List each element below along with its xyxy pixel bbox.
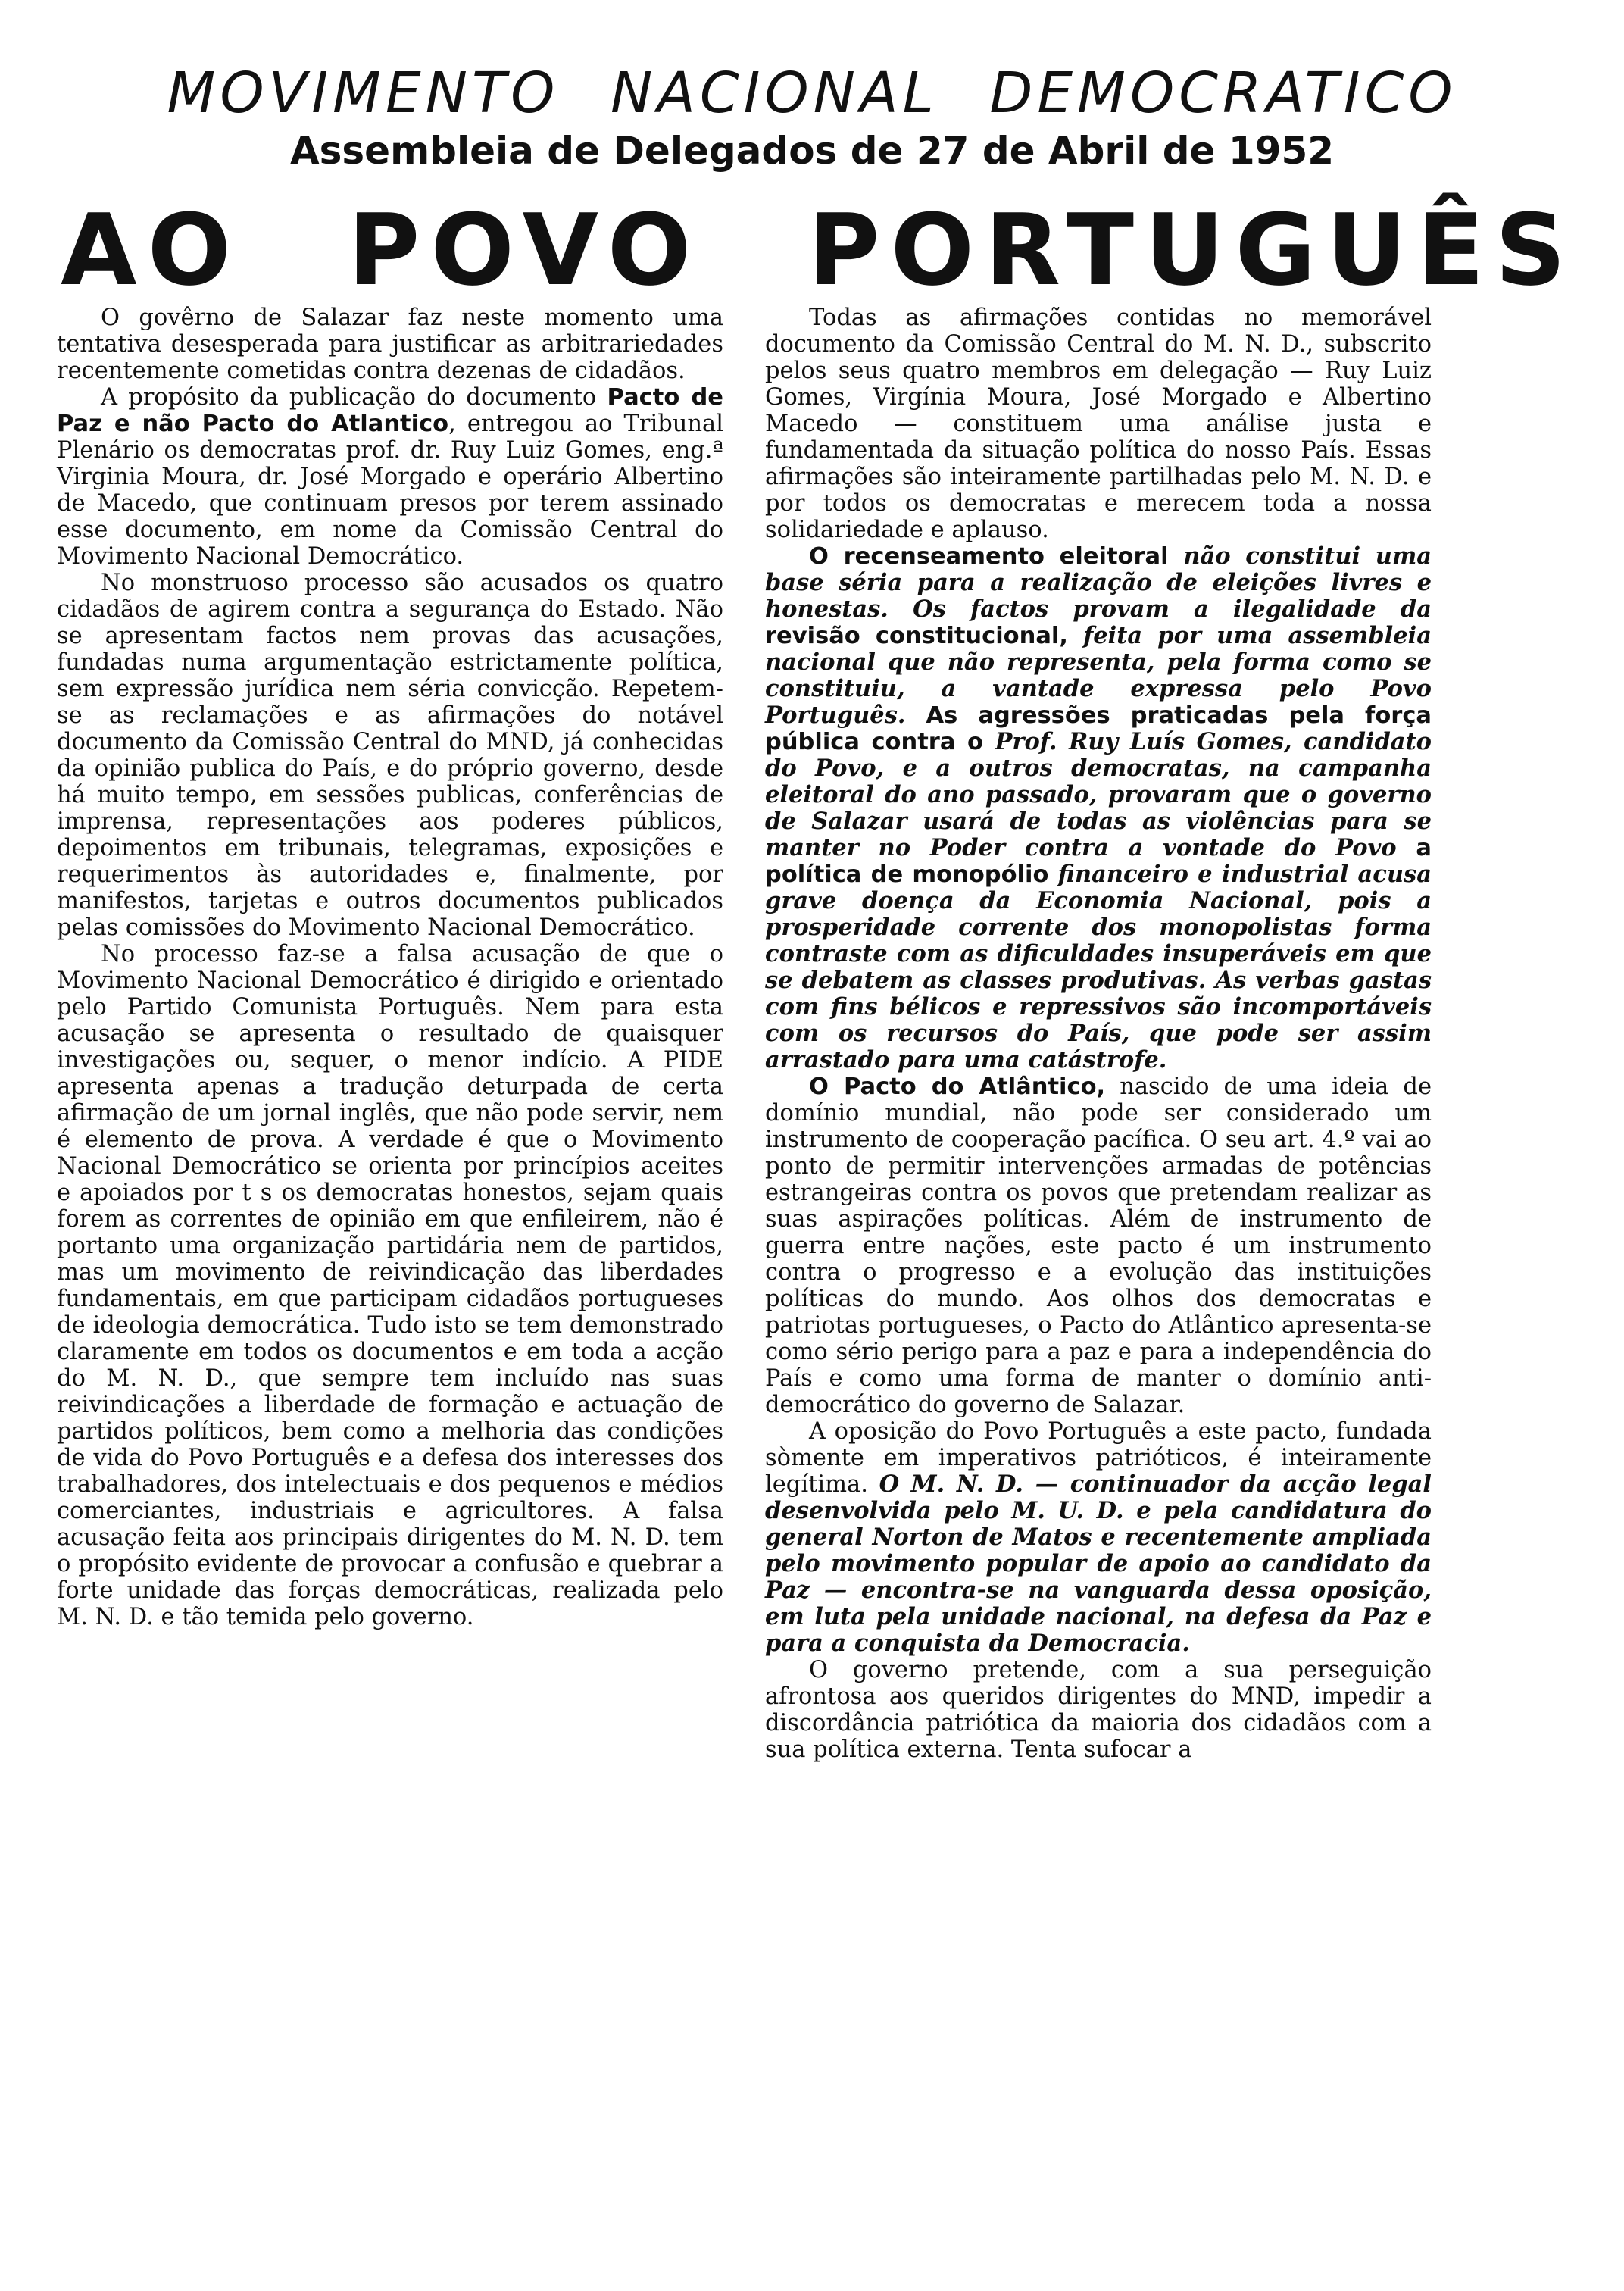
paragraph: No monstruoso processo são acusados os quatro cidadãos de agirem contra a segurança do Estado. Não se apresentam factos nem provas das acusações, fundadas numa argumentação estrictamente política, sem expressão jurídica nem séria convicção. Repetem-se as reclamações e as afirmações do notável documento da Comissão Central do MND, já conhecidas da opinião publica do País, e do próprio governo, desde há muito tempo, em sessões publicas, conferências de imprensa, representações aos poderes públicos, depoimentos em tribunais, telegramas, exposições e requerimentos às autoridades e, finalmente, por manifestos, tarjetas e outros documentos publicados pelas comissões do Movimento Nacional Democrático. xyxy=(57,570,723,941)
assembly-subtitle: Assembleia de Delegados de 27 de Abril de 1952 xyxy=(289,129,1335,173)
text-run: A oposição do Povo Português a este pacto, fundada sòmente em imperativos patrióticos, é inteiramente legítima. xyxy=(765,1418,1432,1498)
paragraph: No processo faz-se a falsa acusação de que o Movimento Nacional Democrático é dirigido e orientado pelo Partido Comunista Português. Nem para esta acusação se apresenta o resultado de quaisquer investigações ou, sequer, o menor indício. A PIDE apresenta apenas a tradução deturpada de certa afirmação de um jornal inglês, que não pode servir, nem é elemento de prova. A verdade é que o Movimento Nacional Democrático se orienta por princípios aceites e apoiados por t s os democratas honestos, sejam quais forem as correntes de opinião em que enfileirem, não é portanto uma organização partidária nem de partidos, mas um movimento de reivindicação das liberdades fundamentais, em que participam cidadãos portugueses de ideologia democrática. Tudo isto se tem demonstrado claramente em todos os documentos e em toda a acção do M. N. D., que sempre tem incluído nas suas reivindicações a liberdade de formação e actuação de partidos políticos, bem como a melhoria das condições de vida do Povo Português e a defesa dos interesses dos trabalhadores, dos intelectuais e dos pequenos e médios comerciantes, industriais e agricultores. A falsa acusação feita aos principais dirigentes do M. N. D. tem o propósito evidente de provocar a confusão e quebrar a forte unidade das forças democráticas, realizada pelo M. N. D. e tão temida pelo governo. xyxy=(57,941,723,1630)
bold-phrase: Pacto de Paz e não Pacto do Atlantico xyxy=(57,384,723,437)
text-run: A propósito da publicação do documento xyxy=(101,384,607,411)
paragraph: Todas as afirmações contidas no memorável documento da Comissão Central do M. N. D., subscrito pelos seus quatro membros em delegação — Ruy Luiz Gomes, Virgínia Moura, José Morgado e Albertino Macedo — constituem uma análise justa e fundamentada da situação política do nosso País. Essas afirmações são inteiramente partilhadas pelo M. N. D. e por todos os democratas e merecem toda a nossa solidariedade e aplauso. xyxy=(765,305,1432,543)
paragraph: O governo pretende, com a sua perseguição afrontosa aos queridos dirigentes do MND, impedir a discordância patriótica da maioria dos cidadãos com a sua política externa. Tenta sufocar a xyxy=(765,1657,1432,1763)
paragraph xyxy=(57,384,723,570)
left-column xyxy=(57,305,723,1630)
paragraph xyxy=(765,1074,1432,1418)
paragraph xyxy=(765,543,1432,1074)
text-run: , entregou ao Tribunal Plenário os democratas prof. dr. Ruy Luiz Gomes, eng.ª Virginia Moura, dr. José Morgado e operário Albertino de Macedo, que continuam presos por terem assinado esse documento, em nome da Comissão Central do Movimento Nacional Democrático. xyxy=(57,411,723,570)
headline-word: PORTUGUÊS xyxy=(807,192,1577,308)
paragraph: O govêrno de Salazar faz neste momento uma tentativa desesperada para justificar as arbitrariedades recentemente cometidas contra dezenas de cidadãos. xyxy=(57,305,723,384)
italic-run: Prof. Ruy Luís Gomes, candidato do Povo, e a outros democratas, na campanha eleitoral do ano passado, provaram que o governo de Salazar usará de todas as violências para se manter no Poder contra a vontade do Povo xyxy=(765,728,1432,861)
bold-phrase: revisão constitucional, xyxy=(765,623,1068,649)
italic-run: não constitui uma base séria para a realização de eleições livres e honestas. Os factos provam a ilegalidade da xyxy=(765,542,1432,623)
headline-word: AO xyxy=(61,192,242,308)
bold-phrase: O recenseamento eleitoral xyxy=(809,543,1169,570)
paragraph xyxy=(765,1418,1432,1657)
headline-word: POVO xyxy=(348,192,702,308)
bold-phrase: a política de monopólio xyxy=(765,835,1432,888)
organization-title: MOVIMENTO NACIONAL DEMOCRATICO xyxy=(167,61,1457,126)
text-run: nascido de uma ideia de domínio mundial, não pode ser considerado um instrumento de cooperação pacífica. O seu art. 4.º vai ao ponto de permitir intervenções armadas de potências estrangeiras contra os povos que pretendam realizar as suas aspirações políticas. Além de instrumento de guerra entre nações, este pacto é um instrumento contra o progresso e a evolução das instituições políticas do mundo. Aos olhos dos democratas e patriotas portugueses, o Pacto do Atlântico apresenta-se como sério perigo para a paz e para a independência do País e como uma forma de manter o domínio anti-democrático do governo de Salazar. xyxy=(765,1074,1432,1418)
italic-run: O M. N. D. — continuador da acção legal desenvolvida pelo M. U. D. e pela candidatura do general Norton de Matos e recentemente ampliada pelo movimento popular de apoio ao candidato da Paz — encontra-se na vanguarda dessa oposição, em luta pela unidade nacional, na defesa da Paz e para a conquista da Democracia. xyxy=(765,1471,1432,1657)
headline xyxy=(61,192,1577,308)
italic-run: feita por uma assembleia nacional que não representa, pela forma como se constituiu, a vantade expressa pelo Povo Português. xyxy=(765,622,1432,729)
italic-run: financeiro e industrial acusa grave doença da Economia Nacional, pois a prosperidade corrente dos monopolistas forma contraste com as dificuldades insuperáveis em que se debatem as classes produtivas. As verbas gastas com fins bélicos e repressivos são incomportáveis com os recursos do País, que pode ser assim arrastado para uma catástrofe. xyxy=(765,861,1432,1074)
bold-phrase: As agressões praticadas pela força pública contra o xyxy=(765,702,1432,755)
right-column xyxy=(765,305,1432,1763)
bold-phrase: O Pacto do Atlântico, xyxy=(809,1074,1106,1100)
